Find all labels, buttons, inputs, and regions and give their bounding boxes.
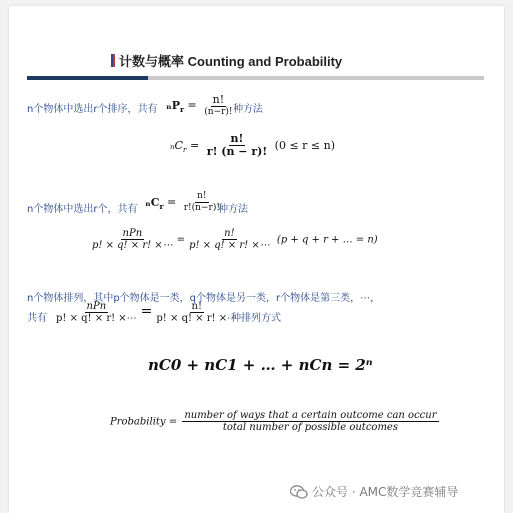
combination-formula: ₙC$_r$ = $\frac{n!}{r!(n-r)!}$ — [145, 191, 220, 213]
multinomial-numerator-right: n! — [224, 228, 235, 239]
arrangement-formula: $\frac{\text{nPn}}{p! \times q! \times r! \times\cdots}$ = $\frac{n!}{p! \times q! \times r! \times\cdots}$ — [56, 301, 238, 324]
arrangement-denominator-left: p! × q! × r! ×⋯ — [56, 313, 137, 324]
section-title: 计数与概率 Counting and Probability — [119, 54, 343, 69]
combination-suffix: 种方法 — [218, 204, 248, 215]
multinomial-condition: (p + q + r + … = n) — [276, 234, 378, 246]
title-underline-accent — [27, 76, 148, 80]
arrangement-suffix: 种排列方式 — [231, 313, 281, 324]
combination-numerator: n! — [197, 191, 207, 201]
permutation-denominator: (n−r)! — [204, 107, 233, 118]
multinomial-denominator-right: p! × q! × r! ×⋯ — [189, 240, 270, 251]
permutation-numerator: n! — [212, 93, 225, 106]
section-header — [111, 51, 342, 70]
arrangement-numerator-right: n! — [191, 301, 202, 312]
probability-formula — [110, 410, 441, 434]
ncr-numerator: n! — [230, 132, 244, 145]
multinomial-formula: $\frac{\text{nPn}}{p! \times q! \times r! \times\cdots}$ = $\frac{n!}{p! \times q! \times r! \times\cdots}$ (p + q + r + … = n) — [92, 228, 378, 251]
probability-numerator: number of ways that a certain outcome can occur — [184, 410, 437, 421]
probability-denominator: total number of possible outcomes — [222, 422, 398, 433]
watermark-text: 公众号 · AMC数学竞赛辅导 — [312, 485, 459, 499]
arrangement-prefix: 共有 — [27, 313, 47, 324]
permutation-text: n个物体中选出r个排序，共有 — [27, 104, 158, 115]
permutation-formula: ₙP$_r$ = $\frac{n!}{(n-r)!}$ — [166, 93, 233, 118]
probability-lhs: Probability = — [110, 416, 178, 428]
binomial-sum-formula: nC0 + nC1 + … + nCn = 2ⁿ — [148, 356, 373, 374]
permutation-suffix: 种方法 — [233, 104, 263, 115]
document-page — [9, 6, 504, 513]
arrangement-numerator-left: nPn — [86, 301, 107, 312]
wechat-icon — [290, 485, 308, 499]
ncr-definition-formula: ₙC$_r$ = $\frac{n!}{r! (n - r)!}$ (0 ≤ r ≤ n) — [170, 132, 336, 159]
combination-text: n个物体中选出r个，共有 — [27, 204, 138, 215]
ncr-condition: (0 ≤ r ≤ n) — [274, 138, 336, 152]
header-marker-icon — [111, 54, 115, 67]
arrangement-text: n个物体排列，其中p个物体是一类，q个物体是另一类，r个物体是第三类，⋯， — [27, 293, 381, 304]
multinomial-numerator-left: nPn — [122, 228, 143, 239]
ncr-denominator: r! (n − r)! — [206, 145, 268, 159]
arrangement-denominator-right: p! × q! × r! ×⋯ — [156, 313, 238, 324]
combination-denominator: r!(n−r)! — [183, 202, 220, 213]
multinomial-denominator-left: p! × q! × r! ×⋯ — [92, 240, 173, 251]
watermark — [290, 483, 458, 500]
title-underline — [148, 76, 484, 80]
